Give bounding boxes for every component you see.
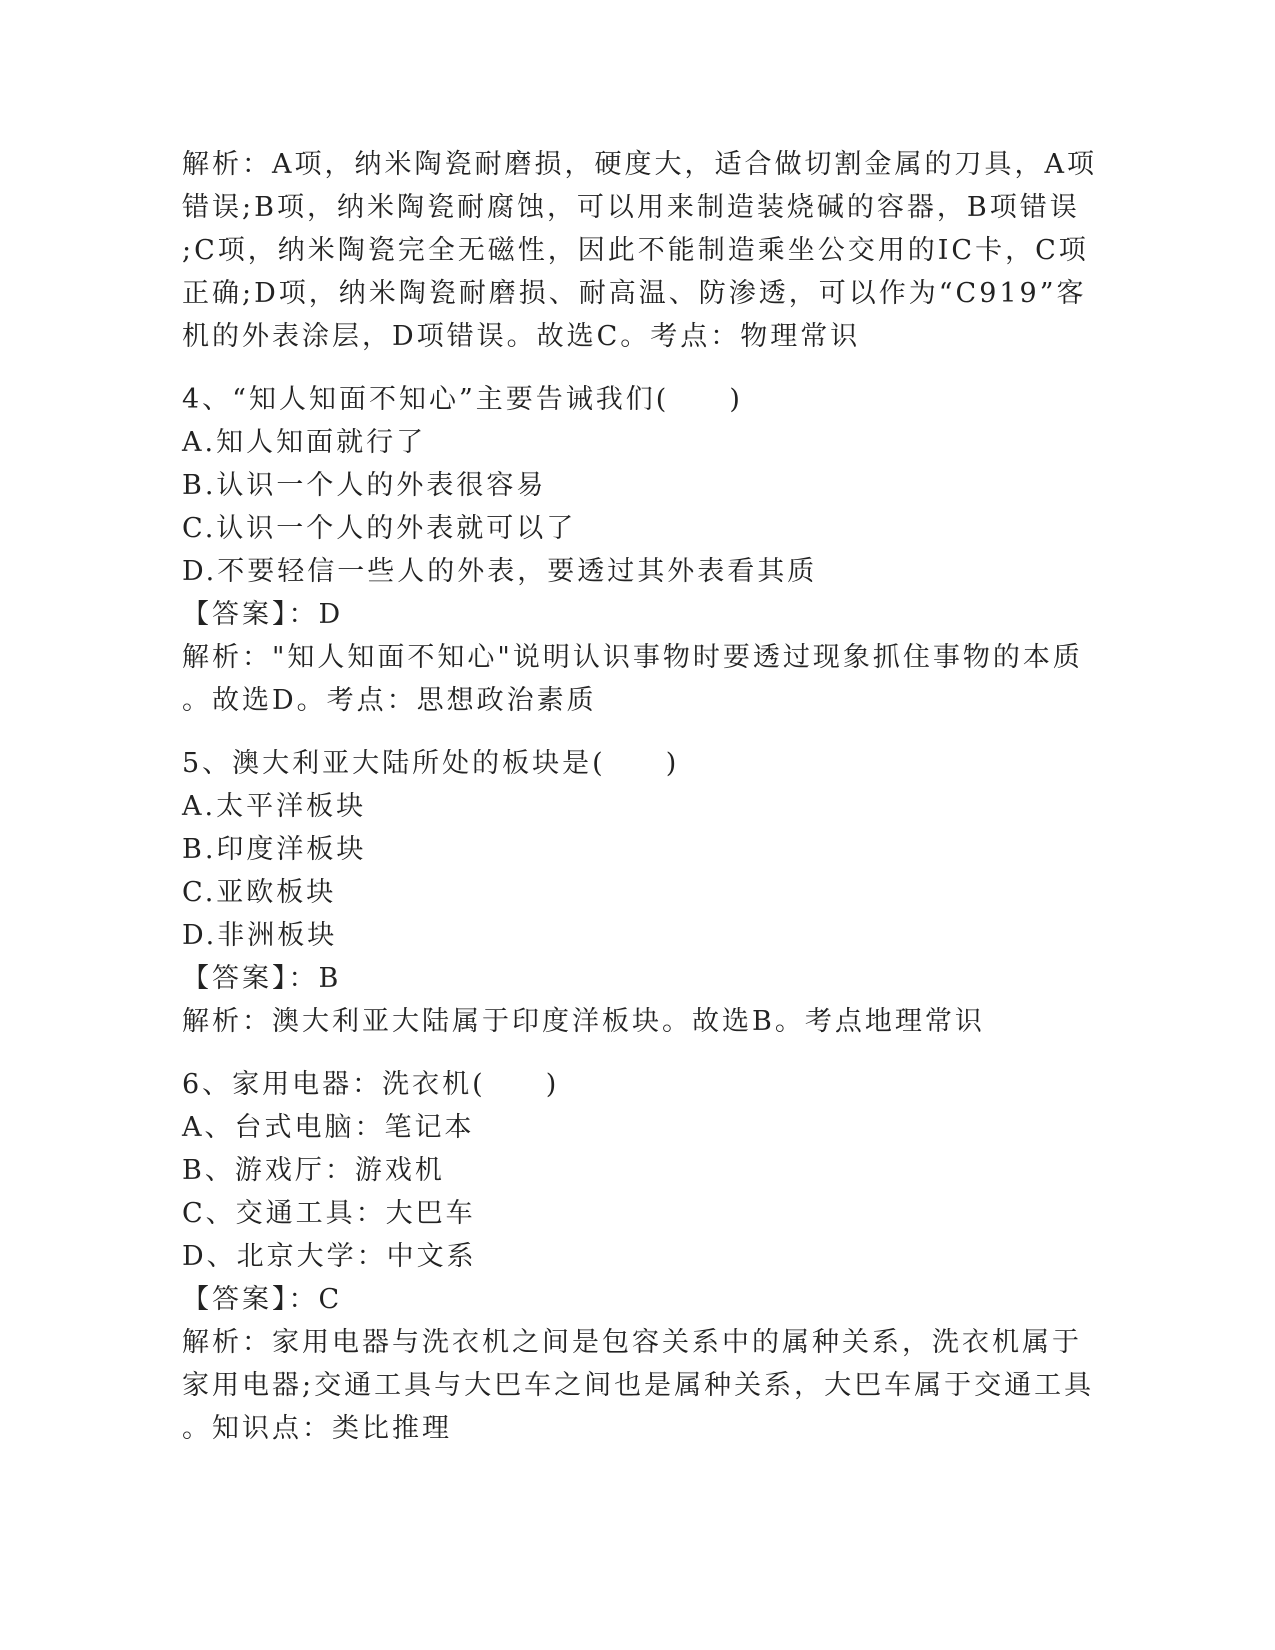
analysis-line: 解析：家用电器与洗衣机之间是包容关系中的属种关系，洗衣机属于 — [182, 1327, 1082, 1358]
option-d: D.非洲板块 — [182, 920, 338, 951]
q3-analysis — [182, 143, 1097, 358]
option-c: C.认识一个人的外表就可以了 — [182, 513, 577, 544]
answer: 【答案】：B — [182, 963, 342, 994]
option-a: A.知人知面就行了 — [182, 427, 427, 458]
option-a: A、台式电脑：笔记本 — [182, 1112, 475, 1143]
document-page — [182, 143, 1097, 1450]
option-c: C、交通工具：大巴车 — [182, 1198, 476, 1229]
option-b: B.印度洋板块 — [182, 834, 367, 865]
q3-analysis-line: ;C项，纳米陶瓷完全无磁性，因此不能制造乘坐公交用的IC卡，C项 — [182, 235, 1089, 266]
question-text: 5、澳大利亚大陆所处的板块是( ) — [182, 748, 680, 779]
question-text: 4、“知人知面不知心”主要告诫我们( ) — [182, 384, 743, 415]
analysis-line: 家用电器;交通工具与大巴车之间也是属种关系，大巴车属于交通工具 — [182, 1370, 1095, 1401]
option-c: C.亚欧板块 — [182, 877, 337, 908]
question-6 — [182, 1063, 1095, 1450]
answer: 【答案】：C — [182, 1284, 343, 1315]
option-a: A.太平洋板块 — [182, 791, 367, 822]
option-b: B.认识一个人的外表很容易 — [182, 470, 547, 501]
q3-analysis-line: 正确;D项，纳米陶瓷耐磨损、耐高温、防渗透，可以作为“C919”客 — [182, 278, 1087, 309]
analysis-line: 。知识点：类比推理 — [182, 1413, 452, 1444]
analysis-line: 解析："知人知面不知心"说明认识事物时要透过现象抓住事物的本质 — [182, 642, 1083, 673]
q3-analysis-line: 机的外表涂层，D项错误。故选C。考点：物理常识 — [182, 321, 861, 352]
analysis-line: 解析：澳大利亚大陆属于印度洋板块。故选B。考点地理常识 — [182, 1006, 985, 1037]
analysis-line: 。故选D。考点：思想政治素质 — [182, 685, 597, 716]
q3-analysis-line: 解析：A项，纳米陶瓷耐磨损，硬度大，适合做切割金属的刀具，A项 — [182, 149, 1097, 180]
q3-analysis-line: 错误;B项，纳米陶瓷耐腐蚀，可以用来制造装烧碱的容器，B项错误 — [182, 192, 1080, 223]
option-d: D、北京大学：中文系 — [182, 1241, 477, 1272]
option-b: B、游戏厅：游戏机 — [182, 1155, 445, 1186]
question-4 — [182, 378, 1082, 722]
question-text: 6、家用电器：洗衣机( ) — [182, 1069, 560, 1100]
answer: 【答案】：D — [182, 599, 344, 630]
option-d: D.不要轻信一些人的外表，要透过其外表看其质 — [182, 556, 818, 587]
question-5 — [182, 742, 1082, 1043]
